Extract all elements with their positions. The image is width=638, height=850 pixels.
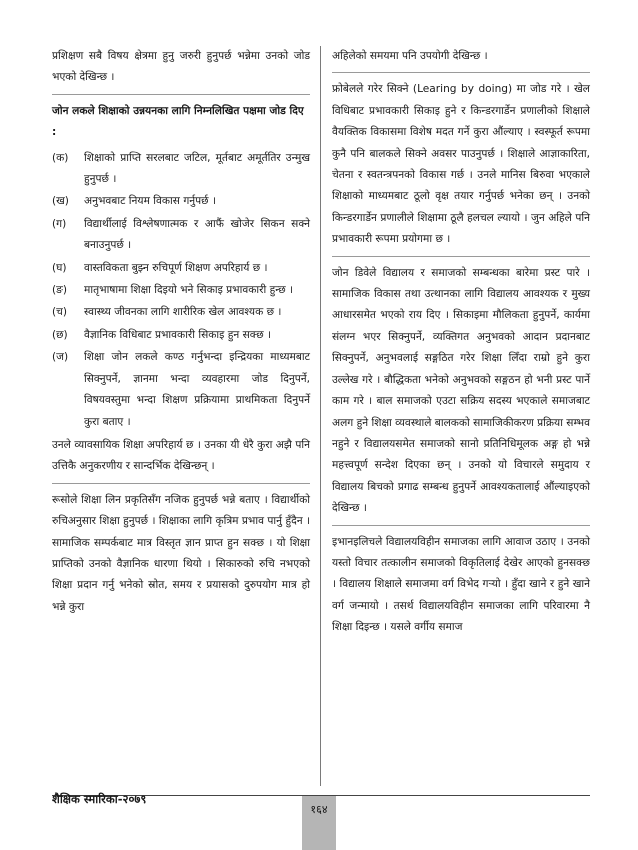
section-rule bbox=[52, 483, 310, 484]
continuation-paragraph: अहिलेको समयमा पनि उपयोगी देखिन्छ । bbox=[332, 50, 488, 62]
list-text: विद्यार्थीलाई विश्लेषणात्मक र आफैं खोजेर सिकन सक्ने बनाउनुपर्छ । bbox=[84, 217, 310, 252]
rousseau-paragraph: रूसोले शिक्षा लिन प्रकृतिसँग नजिक हुनुपर्छ भन्ने बताए । विद्यार्थीको रुचिअनुसार शिक्षा हुनुपर्छ । शिक्षाका लागि कृत्रिम प्रभाव पार्नु हुँदैन । सामाजिक सम्पर्कबाट मात्र विस्तृत ज्ञान प्राप्त हुन सक्छ । यो शिक्षा प्राप्तिको उनको वैज्ञानिक धारणा थियो । सिकारुको रुचि नभएको शिक्षा प्रदान गर्नु भनेको स्रोत, समय र प्रयासको दुरुपयोग मात्र हो भन्ने कुरा bbox=[52, 493, 310, 613]
intro-paragraph: प्रशिक्षण सबै विषय क्षेत्रमा हुनु जरुरी हुनुपर्छ भन्नेमा उनको जोड भएको देखिन्छ । bbox=[52, 50, 310, 84]
section-rule bbox=[332, 72, 590, 73]
list-item bbox=[52, 214, 310, 257]
list-item bbox=[52, 325, 310, 346]
right-column bbox=[332, 46, 590, 639]
list-marker: (घ) bbox=[52, 261, 67, 274]
illich-paragraph: इभानइलिचले विद्यालयविहीन समाजका लागि आवाज उठाए । उनको यस्तो विचार तत्कालीन समाजको विकृतिलाई देखेर आएको हुनसक्छ । विद्यालय शिक्षाले समाजमा वर्ग विभेद गऱ्यो । हुँदा खाने र हुने खाने वर्ग जन्मायो । तसर्थ विद्यालयविहीन समाजका लागि परिवारमा नै शिक्षा दिइन्छ । यसले वर्गीय समाज bbox=[332, 535, 590, 634]
closing-paragraph: उनले व्यावसायिक शिक्षा अपरिहार्य छ । उनका यी धेरै कुरा अझै पनि उत्तिकै अनुकरणीय र सान्दर्भिक देखिन्छन् । bbox=[52, 438, 310, 473]
list-item bbox=[52, 148, 310, 191]
list-marker: (ङ) bbox=[52, 284, 68, 297]
list-marker: (ज) bbox=[52, 351, 69, 364]
list-item bbox=[52, 302, 310, 323]
list-text: मातृभाषामा शिक्षा दिइयो भने सिकाइ प्रभावकारी हुन्छ । bbox=[84, 284, 294, 297]
list-item bbox=[52, 258, 310, 279]
list-marker: (ख) bbox=[52, 195, 69, 208]
dewey-paragraph: जोन डिवेले विद्यालय र समाजको सम्बन्धका बारेमा प्रस्ट पारे । सामाजिक विकास तथा उत्थानका लागि विद्यालय आवश्यक र मुख्य आधारसमेत भएको राय दिए । सिकाइमा मौलिकता हुनुपर्ने, कार्यमा संलग्न भएर सिक्नुपर्ने, व्यक्तिगत अनुभवको आदान प्रदानबाट सिक्नुपर्ने, अनुभवलाई सङ्गठित गरेर शिक्षा लिँदा राम्रो हुने कुरा उल्लेख गरे । बौद्धिकता भनेको अनुभवको सङ्गठन हो भनी प्रस्ट पार्ने काम गरे । बाल समाजको एउटा सक्रिय सदस्य भएकाले समाजबाट अलग हुने शिक्षा व्यवस्थाले बालकको सामाजिकीकरण प्रक्रिया सम्भव नहुने र विद्यालयसमेत समाजको सानो प्रतिनिधिमूलक अङ्ग हो भन्ने महत्त्वपूर्ण सन्देश दिएका छन् । उनको यो विचारले समुदाय र विद्यालय बिचको प्रगाढ सम्बन्ध हुनुपर्ने आवश्यकतालाई औंल्याइएको देखिन्छ । bbox=[332, 266, 590, 515]
list-text: वास्तविकता बुझ्न रुचिपूर्ण शिक्षण अपरिहार्य छ । bbox=[84, 261, 268, 274]
section-rule bbox=[52, 94, 310, 95]
column-divider bbox=[320, 46, 321, 786]
footer-title: शैक्षिक स्मारिका-२०७९ bbox=[52, 792, 147, 806]
page-number: १६४ bbox=[302, 796, 336, 850]
list-text: अनुभवबाट नियम विकास गर्नुपर्छ । bbox=[84, 195, 216, 208]
locke-points-list bbox=[52, 148, 310, 433]
section-heading: जोन लकले शिक्षाको उन्नयनका लागि निम्नलिखित पक्षमा जोड दिए : bbox=[52, 104, 304, 139]
section-rule bbox=[332, 525, 590, 526]
list-marker: (छ) bbox=[52, 328, 68, 341]
list-item bbox=[52, 347, 310, 433]
froebel-paragraph: फ्रोबेलले गरेर सिक्ने (Learing by doing) मा जोड गरे । खेल विधिबाट प्रभावकारी सिकाइ हुने र किन्डरगार्डेन प्रणालीको शिक्षाले वैयक्तिक विकासमा विशेष मदत गर्ने कुरा औंल्याए । स्वस्फूर्त रूपमा कुनै पनि बालकले सिक्ने अवसर पाउनुपर्छ । शिक्षाले आज्ञाकारिता, चेतना र स्वतन्त्रपनको विकास गर्छ । उनले मानिस बिरुवा भएकाले शिक्षाको माध्यमबाट ठूलो वृक्ष तयार गर्नुपर्छ भनेका छन् । उनको किन्डरगार्डेन प्रणालीले शिक्षामा ठूलै हलचल ल्यायो । जुन अहिले पनि प्रभावकारी रूपमा प्रयोगमा छ । bbox=[332, 83, 590, 246]
list-text: शिक्षा जोन लकले कण्ठ गर्नुभन्दा इन्द्रियका माध्यमबाट सिक्नुपर्ने, ज्ञानमा भन्दा व्यवहारमा जोड दिनुपर्ने, विषयवस्तुमा भन्दा शिक्षण प्रक्रियामा प्राथमिकता दिनुपर्ने कुरा बताए । bbox=[84, 351, 310, 428]
list-text: वैज्ञानिक विधिबाट प्रभावकारी सिकाइ हुन सक्छ । bbox=[84, 328, 272, 341]
list-marker: (च) bbox=[52, 306, 67, 319]
list-marker: (क) bbox=[52, 151, 69, 164]
list-item bbox=[52, 191, 310, 212]
left-column bbox=[52, 46, 310, 618]
list-text: स्वास्थ्य जीवनका लागि शारीरिक खेल आवश्यक छ । bbox=[84, 306, 282, 319]
list-item bbox=[52, 280, 310, 301]
section-rule bbox=[332, 256, 590, 257]
list-text: शिक्षाको प्राप्ति सरलबाट जटिल, मूर्तबाट अमूर्ततिर उन्मुख हुनुपर्छ । bbox=[84, 151, 310, 186]
list-marker: (ग) bbox=[52, 217, 67, 230]
